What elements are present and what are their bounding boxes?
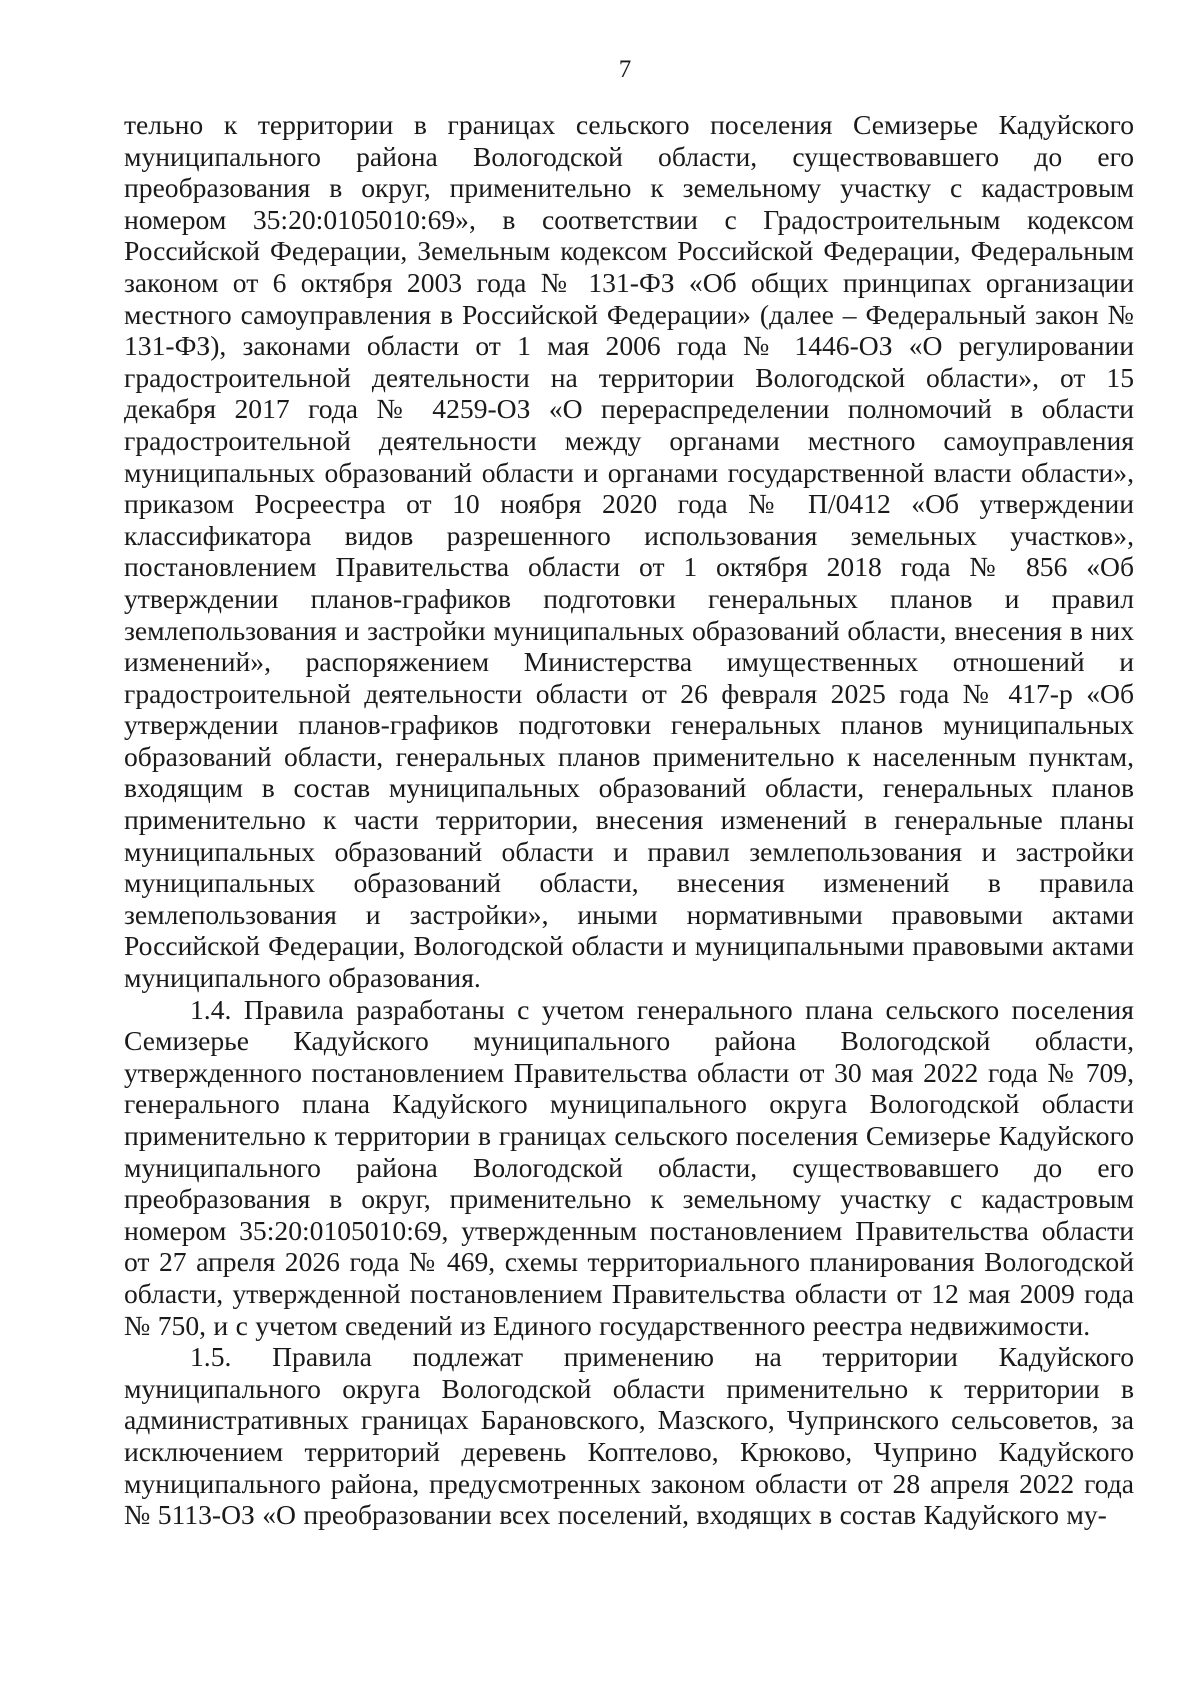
page-number: 7 [618,56,632,83]
document-body [124,109,1134,1531]
paragraph-1-4: 1.4. Правила разработаны с учетом генерального плана сельского поселения Семизерье Кадуйского муниципального района Вологодской области, утвержденного постановлением Правительства области от 30 мая 2022 года № 709, генерального плана Кадуйского муниципального округа Вологодской области применительно к территории в границах сельского поселения Семизерье Кадуйского муниципального района Вологодской области, существовавшего до его преобразования в округ, применительно к земельному участку с кадастровым номером 35:20:0105010:69, утвержденным постановлением Правительства области от 27 апреля 2026 года № 469, схемы территориального планирования Вологодской области, утвержденной постановлением Правительства области от 12 мая 2009 года № 750, и с учетом сведений из Единого государственного реестра недвижимости. [124,993,1134,1341]
paragraph-continuation: тельно к территории в границах сельского поселения Семизерье Кадуйского муниципального района Вологодской области, существовавшего до его преобразования в округ, применительно к земельному участку с кадастровым номером 35:20:0105010:69», в соответствии с Градостроительным кодексом Российской Федерации, Земельным кодексом Российской Федерации, Федеральным законом от 6 октября 2003 года № 131-ФЗ «Об общих принципах организации местного самоуправления в Российской Федерации» (далее – Федеральный закон № 131-ФЗ), законами области от 1 мая 2006 года № 1446-ОЗ «О регулировании градостроительной деятельности на территории Вологодской области», от 15 декабря 2017 года № 4259-ОЗ «О перераспределении полномочий в области градостроительной деятельности между органами местного самоуправления муниципальных образований области и органами государственной власти области», приказом Росреестра от 10 ноября 2020 года № П/0412 «Об утверждении классификатора видов разрешенного использования земельных участков», постановлением Правительства области от 1 октября 2018 года № 856 «Об утверждении планов-графиков подготовки генеральных планов и правил землепользования и застройки муниципальных образований области, внесения в них изменений», распоряжением Министерства имущественных отношений и градостроительной деятельности области от 26 февраля 2025 года № 417-р «Об утверждении планов-графиков подготовки генеральных планов муниципальных образований области, генеральных планов применительно к населенным пунктам, входящим в состав муниципальных образований области, генеральных планов применительно к части территории, внесения изменений в генеральные планы муниципальных образований области и правил землепользования и застройки муниципальных образований области, внесения изменений в правила землепользования и застройки», иными нормативными правовыми актами Российской Федерации, Вологодской области и муниципальными правовыми актами муниципального образования. [124,109,1134,994]
paragraph-1-5: 1.5. Правила подлежат применению на территории Кадуйского муниципального округа Вологодской области применительно к территории в административных границах Барановского, Мазского, Чупринского сельсоветов, за исключением территорий деревень Коптелово, Крюково, Чуприно Кадуйского муниципального района, предусмотренных законом области от 28 апреля 2022 года № 5113-ОЗ «О преобразовании всех поселений, входящих в состав Кадуйского му- [124,1341,1134,1531]
